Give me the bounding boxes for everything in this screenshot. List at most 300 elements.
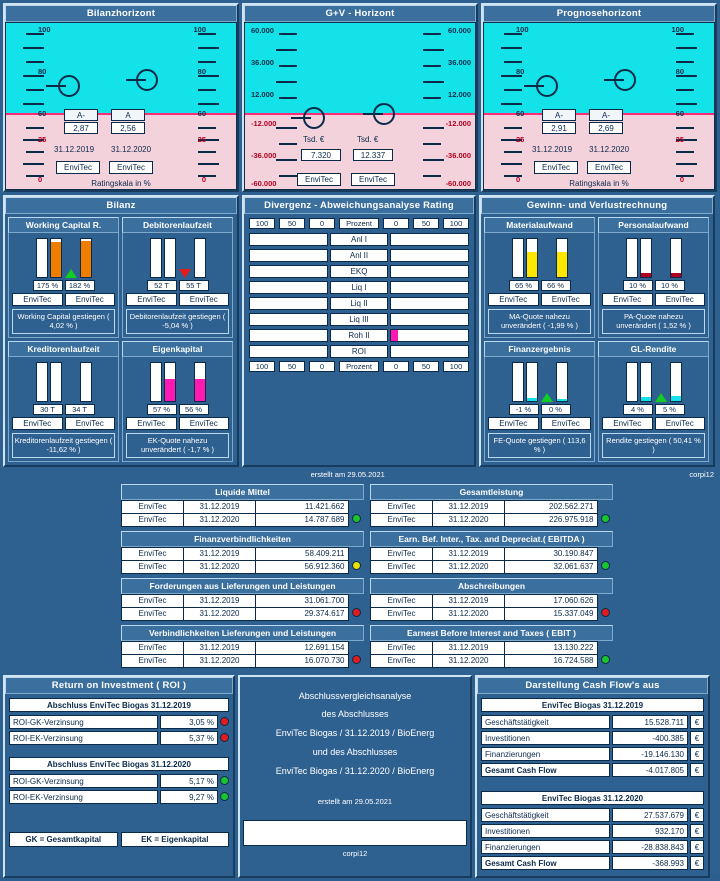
- value-2020: 66 %: [541, 280, 571, 291]
- report-stamp: erstellt am 29.05.2021: [317, 796, 393, 806]
- row-label: Roh II: [330, 329, 388, 342]
- scale-left-m36000: -36.000: [251, 151, 277, 160]
- roi-body: [5, 694, 233, 851]
- cell-note: Working Capital gestiegen ( 4,02 % ): [12, 309, 115, 334]
- status-led-red: [220, 717, 229, 726]
- report-line-3: EnviTec Biogas / 31.12.2019 / BioEnerg: [275, 728, 435, 739]
- table-row[interactable]: [122, 594, 364, 607]
- cell-button-2019[interactable]: EnviTec: [126, 293, 177, 306]
- bar-left: [249, 249, 328, 262]
- row-status: [348, 500, 364, 513]
- status-led-green: [601, 561, 610, 570]
- row-status: [597, 594, 613, 607]
- bar-right: [390, 281, 469, 294]
- table-liquide-mittel: [121, 484, 364, 527]
- cashflow-row[interactable]: [481, 856, 704, 870]
- row-status: [348, 654, 364, 667]
- cashflow-row[interactable]: [481, 763, 704, 777]
- row-status: [597, 500, 613, 513]
- cell-button-2020[interactable]: EnviTec: [65, 417, 116, 430]
- roi-legend: [9, 832, 229, 847]
- table-row[interactable]: [371, 594, 613, 607]
- gauge-date-2020: 31.12.2020: [111, 145, 152, 154]
- row-label: ROI: [330, 345, 388, 358]
- cell-title: Debitorenlaufzeit: [122, 217, 233, 233]
- cell-button-2019[interactable]: EnviTec: [12, 417, 63, 430]
- status-led-red: [352, 608, 361, 617]
- table-row[interactable]: [371, 641, 613, 654]
- divergenz-row: [249, 296, 469, 310]
- cashflow-row[interactable]: [481, 715, 704, 729]
- row-company: EnviTec: [122, 641, 184, 654]
- value-2020: 55 T: [179, 280, 209, 291]
- cashflow-unit: €: [690, 840, 704, 854]
- cell-body: [598, 233, 709, 338]
- cell-title: Eigenkapital: [122, 341, 233, 357]
- gauge-date-2019: 31.12.2019: [54, 145, 95, 154]
- cell-button-2020[interactable]: EnviTec: [541, 417, 592, 430]
- row-company: EnviTec: [371, 513, 433, 526]
- cell-note: MA-Quote nahezu unverändert ( -1,99 % ): [488, 309, 591, 334]
- bar-left: [249, 345, 328, 358]
- cashflow-label: Investitionen: [481, 731, 610, 745]
- cell-button-2019[interactable]: EnviTec: [12, 293, 63, 306]
- gauge-button-2019[interactable]: EnviTec: [56, 161, 100, 174]
- status-led-green: [601, 655, 610, 664]
- table-row[interactable]: [122, 641, 364, 654]
- roi-row[interactable]: [9, 731, 229, 745]
- bar-right: [390, 233, 469, 246]
- cell-title: Personalaufwand: [598, 217, 709, 233]
- bar-right: [390, 297, 469, 310]
- cashflow-row[interactable]: [481, 808, 704, 822]
- cashflow-row[interactable]: [481, 840, 704, 854]
- row-status: [348, 547, 364, 560]
- button-pair: [12, 293, 115, 306]
- cell-button-2019[interactable]: EnviTec: [126, 417, 177, 430]
- roi-row[interactable]: [9, 790, 229, 804]
- bar-2020: [556, 362, 568, 402]
- table-gesamtleistung: [370, 484, 613, 527]
- cell-button-2020[interactable]: EnviTec: [179, 417, 230, 430]
- panel-title: Darstellung Cash Flow's aus: [477, 677, 708, 694]
- dial-left-needle: [524, 85, 544, 87]
- scale-left-80: 80: [38, 67, 47, 76]
- grade-box-2019: A-: [64, 109, 98, 121]
- bar-2020: [556, 238, 568, 278]
- value-2019: 65 %: [509, 280, 539, 291]
- value-2019: 10 %: [623, 280, 653, 291]
- panel-guv: [479, 195, 715, 467]
- table-row[interactable]: [371, 654, 613, 667]
- table-row[interactable]: [122, 547, 364, 560]
- button-pair: [12, 417, 115, 430]
- rating-value-2020: 2,69: [589, 122, 623, 134]
- cashflow-value: 932.170: [612, 824, 688, 838]
- value-2020: 34 T: [65, 404, 95, 415]
- row-company: EnviTec: [122, 654, 184, 667]
- bar-reference: [36, 362, 48, 402]
- gauge-button-2020[interactable]: EnviTec: [109, 161, 153, 174]
- bar-reference: [512, 238, 524, 278]
- cashflow-label: Finanzierungen: [481, 747, 610, 761]
- cashflow-value: -4.017.805: [612, 763, 688, 777]
- row-company: EnviTec: [371, 500, 433, 513]
- cashflow-label: Gesamt Cash Flow: [481, 763, 610, 777]
- bar-2019: [50, 238, 62, 278]
- scale-right-100: 100: [193, 25, 206, 34]
- cell-button-2020[interactable]: EnviTec: [65, 293, 116, 306]
- cell-note: Rendite gestiegen ( 50,41 % ): [602, 433, 705, 458]
- value-2020: 56 %: [179, 404, 209, 415]
- panel-bilanz: [3, 195, 239, 467]
- value-pair: [12, 404, 115, 415]
- roi-row[interactable]: [9, 715, 229, 729]
- row-value: 30.190.847: [505, 547, 598, 560]
- cell-button-2020[interactable]: EnviTec: [655, 417, 706, 430]
- axis-bottom-50r: 50: [413, 361, 439, 372]
- cashflow-value: -19.146.130: [612, 747, 688, 761]
- cashflow-row[interactable]: [481, 824, 704, 838]
- table-row[interactable]: [371, 513, 613, 526]
- table-row[interactable]: [122, 607, 364, 620]
- axis-top-100r: 100: [443, 218, 469, 229]
- cell-button-2020[interactable]: EnviTec: [179, 293, 230, 306]
- table-row[interactable]: [122, 500, 364, 513]
- row-status: [597, 607, 613, 620]
- row-date: 31.12.2020: [184, 513, 256, 526]
- table-body: [121, 641, 364, 668]
- row-status: [348, 513, 364, 526]
- gauge-left-ticks: [488, 27, 508, 185]
- row-value: 15.337.049: [505, 607, 598, 620]
- row-date: 31.12.2019: [184, 641, 256, 654]
- row-label: Liq II: [330, 297, 388, 310]
- table-title: Verbindlichkeiten Lieferungen und Leistungen: [121, 625, 364, 641]
- row-label: Liq I: [330, 281, 388, 294]
- cashflow-unit: €: [690, 747, 704, 761]
- row-status: [348, 641, 364, 654]
- bar-right: [390, 249, 469, 262]
- table-title: Gesamtleistung: [370, 484, 613, 500]
- table-row[interactable]: [371, 500, 613, 513]
- table-finanzverbindlichkeiten: [121, 531, 364, 574]
- cell-title: Working Capital R.: [8, 217, 119, 233]
- bar-2019: [164, 362, 176, 402]
- grade-box-2020: A: [111, 109, 145, 121]
- button-pair: [126, 417, 229, 430]
- scale-left-36000: 36.000: [251, 58, 274, 67]
- row-status: [597, 547, 613, 560]
- row-date: 31.12.2019: [433, 594, 505, 607]
- button-pair: [126, 293, 229, 306]
- cashflow-value: -400.385: [612, 731, 688, 745]
- cell-note: Debitorenlaufzeit gestiegen ( -5,04 % ): [126, 309, 229, 334]
- scale-left-80: 80: [516, 67, 525, 76]
- row-status: [597, 641, 613, 654]
- axis-bottom-100l: 100: [249, 361, 275, 372]
- bar-reference: [36, 238, 48, 278]
- cell-kreditorenlaufzeit: [8, 341, 119, 462]
- axis-top-50r: 50: [413, 218, 439, 229]
- panel-cashflow: [475, 675, 710, 878]
- row-value: 17.060.626: [505, 594, 598, 607]
- gauge-canvas: [5, 22, 237, 190]
- bar-left: [249, 281, 328, 294]
- divergenz-row: [249, 280, 469, 294]
- cell-body: [122, 233, 233, 338]
- gauge-prognosehorizont: [481, 3, 717, 192]
- table-row[interactable]: [371, 607, 613, 620]
- trend-indicator: [540, 393, 554, 402]
- scale-right-25: 25: [675, 135, 684, 144]
- roi-row[interactable]: [9, 774, 229, 788]
- cell-note: EK-Quote nahezu unverändert ( -1,7 % ): [126, 433, 229, 458]
- row-value: 16.724.588: [505, 654, 598, 667]
- row-date: 31.12.2020: [184, 607, 256, 620]
- row-value: 32.061.637: [505, 560, 598, 573]
- value-2020: 5 %: [655, 404, 685, 415]
- row-date: 31.12.2019: [184, 547, 256, 560]
- cashflow-row[interactable]: [481, 747, 704, 761]
- gauge-button-2020[interactable]: EnviTec: [587, 161, 631, 174]
- axis-bottom-unit: Prozent: [339, 361, 379, 372]
- cell-body: [122, 357, 233, 462]
- axis-top-50l: 50: [279, 218, 305, 229]
- key-figures-left: [121, 484, 364, 672]
- cell-button-2019[interactable]: EnviTec: [602, 293, 653, 306]
- table-body: [121, 547, 364, 574]
- cell-working-capital: [8, 217, 119, 338]
- scale-right-60: 60: [197, 109, 206, 118]
- value-2020: 10 %: [655, 280, 685, 291]
- button-pair: [602, 293, 705, 306]
- report-line-5: EnviTec Biogas / 31.12.2020 / BioEnerg: [275, 766, 435, 777]
- cashflow-unit: €: [690, 763, 704, 777]
- table-row[interactable]: [122, 560, 364, 573]
- table-body: [370, 547, 613, 574]
- row-date: 31.12.2019: [184, 500, 256, 513]
- gauge-footer: Ratingskala in %: [91, 179, 151, 188]
- value-pair: [488, 404, 591, 415]
- status-led-green: [220, 792, 229, 801]
- bar-reference: [626, 362, 638, 402]
- table-row[interactable]: [371, 547, 613, 560]
- row-label: Anl II: [330, 249, 388, 262]
- cashflow-label: Gesamt Cash Flow: [481, 856, 610, 870]
- bar-reference: [150, 362, 162, 402]
- cashflow-value: -368.993: [612, 856, 688, 870]
- gauge-button-2019[interactable]: EnviTec: [297, 173, 341, 186]
- cashflow-value: 15.528.711: [612, 715, 688, 729]
- roi-group-header-2020: Abschluss EnviTec Biogas 31.12.2020: [9, 757, 229, 771]
- bar-right: [390, 265, 469, 278]
- dial-left-needle: [46, 85, 66, 87]
- gauge-title: G+V - Horizont: [244, 5, 476, 22]
- dial-right-needle: [126, 79, 146, 81]
- button-pair: [488, 293, 591, 306]
- cell-button-2019[interactable]: EnviTec: [488, 417, 539, 430]
- dial-right-needle: [604, 79, 624, 81]
- divergenz-row: [249, 344, 469, 358]
- cell-body: [8, 233, 119, 338]
- cashflow-label: Geschäftstätigkeit: [481, 715, 610, 729]
- row-status: [597, 654, 613, 667]
- row-status: [348, 607, 364, 620]
- gauge-canvas: [244, 22, 476, 190]
- roi-label: ROI-GK-Verzinsung: [9, 774, 158, 788]
- roi-label: ROI-EK-Verzinsung: [9, 790, 158, 804]
- gauge-title: Bilanzhorizont: [5, 5, 237, 22]
- trend-indicator: [178, 269, 192, 278]
- scale-right-60000: 60.000: [448, 26, 471, 35]
- panel-roi: [3, 675, 235, 878]
- row-company: EnviTec: [122, 560, 184, 573]
- scale-left-60: 60: [516, 109, 525, 118]
- roi-group-header-2019: Abschluss EnviTec Biogas 31.12.2019: [9, 698, 229, 712]
- bar-2020: [194, 238, 206, 278]
- axis-top: [249, 218, 469, 229]
- table-row[interactable]: [371, 560, 613, 573]
- cell-debitorenlaufzeit: [122, 217, 233, 338]
- bar-chart: [602, 236, 705, 278]
- gauge-button-2019[interactable]: EnviTec: [534, 161, 578, 174]
- row-date: 31.12.2019: [433, 641, 505, 654]
- grade-box-2020: A-: [589, 109, 623, 121]
- table-title: Earn. Bef. Inter., Tax. and Depreciat.( EBITDA ): [370, 531, 613, 547]
- button-pair: [602, 417, 705, 430]
- status-led-yellow: [352, 561, 361, 570]
- row-date: 31.12.2020: [184, 560, 256, 573]
- scale-left-m60000: -60.000: [251, 179, 277, 188]
- dial-left-needle: [291, 117, 311, 119]
- cashflow-row[interactable]: [481, 731, 704, 745]
- status-led-green: [601, 514, 610, 523]
- panel-title: Return on Investment ( ROI ): [5, 677, 233, 694]
- roi-label: ROI-EK-Verzinsung: [9, 731, 158, 745]
- report-notes-field[interactable]: [243, 820, 467, 846]
- table-row[interactable]: [122, 654, 364, 667]
- cell-body: [8, 357, 119, 462]
- row-value: 29.374.617: [256, 607, 349, 620]
- cell-title: Kreditorenlaufzeit: [8, 341, 119, 357]
- scale-right-60: 60: [675, 109, 684, 118]
- cell-note: FE-Quote gestiegen ( 113,6 % ): [488, 433, 591, 458]
- gauge-left-ticks: [10, 27, 30, 185]
- scale-left-0: 0: [516, 175, 521, 184]
- bar-left: [249, 297, 328, 310]
- value-2020: 0 %: [541, 404, 571, 415]
- row-value: 14.787.689: [256, 513, 349, 526]
- row-company: EnviTec: [371, 594, 433, 607]
- corp-stamp: corpi12: [689, 469, 715, 479]
- gauge-button-2020[interactable]: EnviTec: [351, 173, 395, 186]
- value-2019: -1 %: [509, 404, 539, 415]
- table-title: Finanzverbindlichkeiten: [121, 531, 364, 547]
- row-company: EnviTec: [122, 547, 184, 560]
- table-abschreibungen: [370, 578, 613, 621]
- gauge-date-2019: 31.12.2019: [532, 145, 573, 154]
- cell-button-2019[interactable]: EnviTec: [602, 417, 653, 430]
- bar-reference: [626, 238, 638, 278]
- bar-left: [249, 313, 328, 326]
- cell-eigenkapital: [122, 341, 233, 462]
- divergenz-rows: [249, 232, 469, 358]
- cell-body: [484, 357, 595, 462]
- bar-2019: [526, 362, 538, 402]
- row-company: EnviTec: [371, 607, 433, 620]
- cell-button-2019[interactable]: EnviTec: [488, 293, 539, 306]
- bar-chart: [12, 360, 115, 402]
- value-2019: 175 %: [33, 280, 63, 291]
- cell-title: GL-Rendite: [598, 341, 709, 357]
- table-title: Earnest Before Interest and Taxes ( EBIT ): [370, 625, 613, 641]
- row-company: EnviTec: [122, 607, 184, 620]
- unit-label-2019: Tsd. €: [303, 135, 325, 144]
- row-value: 202.562.271: [505, 500, 598, 513]
- cell-body: [484, 233, 595, 338]
- scale-left-25: 25: [38, 135, 47, 144]
- divergenz-body: [244, 214, 474, 377]
- rating-value-2019: 2,91: [542, 122, 576, 134]
- gauge-right-ticks: [451, 27, 471, 185]
- report-line-2: des Abschlusses: [321, 709, 389, 720]
- axis-top-0l: 0: [309, 218, 335, 229]
- scale-right-0: 0: [679, 175, 684, 184]
- key-figures-inner: [3, 484, 717, 672]
- gauge-right-ticks: [212, 27, 232, 185]
- bar-chart: [126, 236, 229, 278]
- key-figures-section: [0, 481, 720, 675]
- table-verbindlichkeiten: [121, 625, 364, 668]
- table-title: Abschreibungen: [370, 578, 613, 594]
- bar-chart: [488, 236, 591, 278]
- rating-value-2019: 2,87: [64, 122, 98, 134]
- row-date: 31.12.2020: [433, 654, 505, 667]
- panel-report-header: [238, 675, 472, 878]
- row-company: EnviTec: [371, 560, 433, 573]
- value-pair: [126, 404, 229, 415]
- cell-note: PA-Quote nahezu unverändert ( 1,52 % ): [602, 309, 705, 334]
- gauge-left-ticks: [249, 27, 269, 185]
- cashflow-label: Finanzierungen: [481, 840, 610, 854]
- row-company: EnviTec: [371, 641, 433, 654]
- scale-right-0: 0: [201, 175, 206, 184]
- row-status: [597, 560, 613, 573]
- row-value: 31.061.700: [256, 594, 349, 607]
- report-line-4: und des Abschlusses: [312, 747, 398, 758]
- axis-bottom-100r: 100: [443, 361, 469, 372]
- gauge-right-ticks: [690, 27, 710, 185]
- cell-button-2020[interactable]: EnviTec: [541, 293, 592, 306]
- cell-materialaufwand: [484, 217, 595, 338]
- created-stamp: erstellt am 29.05.2021: [310, 469, 385, 479]
- gauge-canvas: [483, 22, 715, 190]
- cell-personalaufwand: [598, 217, 709, 338]
- axis-top-100l: 100: [249, 218, 275, 229]
- cell-button-2020[interactable]: EnviTec: [655, 293, 706, 306]
- guv-value-2019: 7.320: [301, 149, 341, 161]
- divergenz-row: [249, 312, 469, 326]
- row-company: EnviTec: [371, 654, 433, 667]
- row-company: EnviTec: [122, 594, 184, 607]
- row-date: 31.12.2020: [184, 654, 256, 667]
- roi-value: 5,37 %: [160, 731, 218, 745]
- table-row[interactable]: [122, 513, 364, 526]
- axis-bottom: [249, 361, 469, 372]
- cashflow-unit: €: [690, 808, 704, 822]
- row-value: 226.975.918: [505, 513, 598, 526]
